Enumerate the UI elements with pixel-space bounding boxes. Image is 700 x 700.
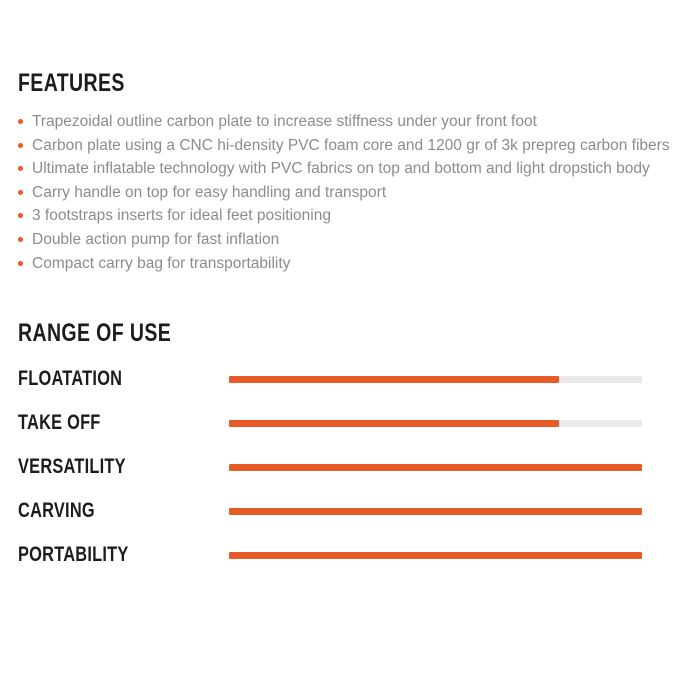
features-section xyxy=(18,71,682,275)
feature-text: Carbon plate using a CNC hi-density PVC foam core and 1200 gr of 3k prepreg carbon fibers xyxy=(32,136,670,154)
bullet-icon xyxy=(18,110,32,134)
range-bar-track xyxy=(229,508,642,515)
range-of-use-section xyxy=(18,321,682,577)
range-row-label: CARVING xyxy=(18,499,95,523)
range-bar-fill xyxy=(229,508,642,515)
bullet-icon xyxy=(18,228,32,252)
range-row-label: TAKE OFF xyxy=(18,411,101,435)
range-bar-track xyxy=(229,552,642,559)
range-row-portability xyxy=(18,533,682,577)
range-bar-fill xyxy=(229,420,559,427)
feature-item xyxy=(18,181,682,205)
feature-item xyxy=(18,228,682,252)
feature-item xyxy=(18,252,682,276)
range-row-label: PORTABILITY xyxy=(18,543,129,567)
range-row-carving xyxy=(18,489,682,533)
bullet-icon xyxy=(18,252,32,276)
bullet-icon xyxy=(18,181,32,205)
range-bar-track xyxy=(229,376,642,383)
range-bar-fill xyxy=(229,552,642,559)
feature-text: Trapezoidal outline carbon plate to increase stiffness under your front foot xyxy=(32,113,537,130)
range-of-use-rows xyxy=(18,357,682,577)
range-bar-fill xyxy=(229,464,642,471)
feature-text: Carry handle on top for easy handling and transport xyxy=(32,183,387,201)
bullet-icon xyxy=(18,157,32,181)
feature-text: 3 footstraps inserts for ideal feet positioning xyxy=(32,207,331,225)
features-title: FEATURES xyxy=(18,69,125,97)
feature-item xyxy=(18,110,682,134)
range-row-versatility xyxy=(18,445,682,489)
feature-text: Ultimate inflatable technology with PVC fabrics on top and bottom and light dropstich body xyxy=(32,160,650,178)
bullet-icon xyxy=(18,134,32,158)
features-list xyxy=(18,110,682,275)
range-row-take-off xyxy=(18,401,682,445)
range-bar-track xyxy=(229,464,642,471)
range-row-label: FLOATATION xyxy=(18,367,123,391)
range-row-floatation xyxy=(18,357,682,401)
feature-item xyxy=(18,134,682,158)
range-row-label: VERSATILITY xyxy=(18,455,126,479)
feature-item xyxy=(18,157,682,181)
range-of-use-title: RANGE OF USE xyxy=(18,319,172,348)
feature-item xyxy=(18,204,682,228)
feature-text: Compact carry bag for transportability xyxy=(32,254,291,272)
range-bar-fill xyxy=(229,376,559,383)
bullet-icon xyxy=(18,204,32,228)
range-bar-track xyxy=(229,420,642,427)
feature-text: Double action pump for fast inflation xyxy=(32,230,280,248)
